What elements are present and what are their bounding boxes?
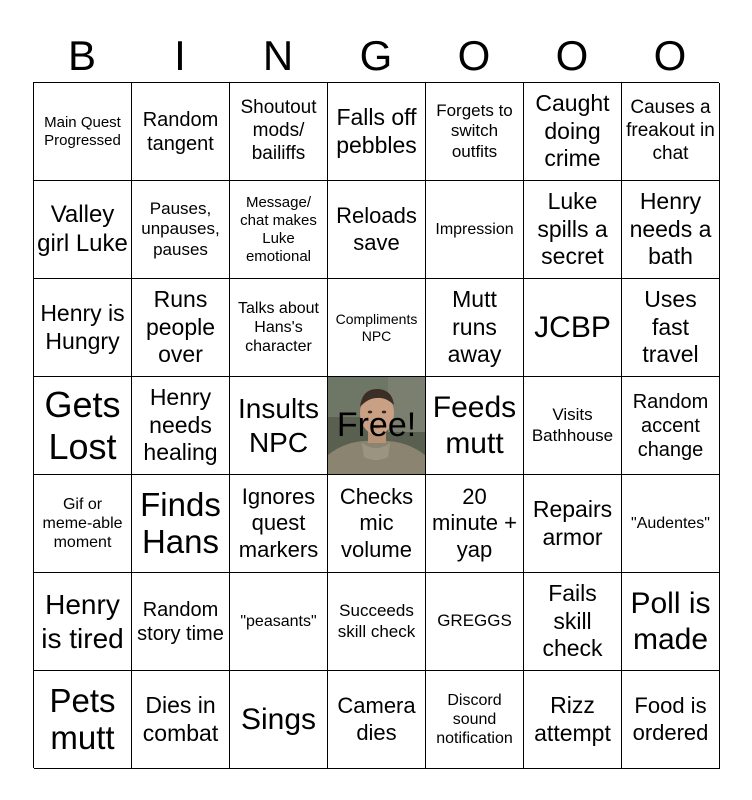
bingo-cell[interactable]: [426, 671, 524, 769]
bingo-cell[interactable]: [622, 377, 720, 475]
cell-text: Random tangent: [142, 108, 219, 155]
cell-text: Henry is Hungry: [40, 299, 125, 354]
bingo-cell[interactable]: [328, 475, 426, 573]
cell-text: Henry needs a bath: [629, 188, 712, 270]
bingo-cell[interactable]: [622, 279, 720, 377]
cell-text: "peasants": [240, 612, 317, 630]
cell-text: Causes a freakout in chat: [626, 97, 715, 164]
cell-text: Discord sound notification: [436, 691, 513, 748]
free-space-label: Free!: [336, 406, 417, 445]
cell-text: Impression: [435, 220, 514, 238]
bingo-cell[interactable]: [426, 181, 524, 279]
cell-text: Mutt runs away: [447, 286, 502, 368]
bingo-cell[interactable]: [622, 181, 720, 279]
cell-text: Forgets to switch outfits: [436, 100, 513, 161]
bingo-cell[interactable]: [34, 181, 132, 279]
header-letter: O: [653, 32, 687, 79]
bingo-cell[interactable]: [34, 475, 132, 573]
cell-text: Talks about Hans's character: [238, 299, 319, 356]
cell-text: Main Quest Progressed: [44, 113, 121, 149]
bingo-cell[interactable]: [132, 83, 230, 181]
bingo-cell[interactable]: [328, 279, 426, 377]
cell-text: Gets Lost: [44, 384, 121, 467]
cell-text: Uses fast travel: [642, 286, 699, 368]
header-letter: O: [555, 32, 589, 79]
header-letter: B: [67, 32, 96, 79]
cell-text: Caught doing crime: [535, 90, 610, 172]
header-letter: G: [359, 32, 393, 79]
cell-text: Random story time: [137, 598, 224, 645]
bingo-cell[interactable]: [34, 279, 132, 377]
bingo-cell[interactable]: [132, 475, 230, 573]
cell-text: Finds Hans: [140, 486, 221, 560]
cell-text: Ignores quest markers: [238, 483, 319, 562]
cell-text: Sings: [240, 702, 317, 736]
header-letter: I: [174, 32, 186, 79]
bingo-cell[interactable]: [230, 83, 328, 181]
bingo-cell[interactable]: [132, 573, 230, 671]
bingo-cell[interactable]: [524, 475, 622, 573]
cell-text: Luke spills a secret: [537, 188, 608, 270]
bingo-cell[interactable]: [230, 181, 328, 279]
cell-text: Falls off pebbles: [336, 103, 417, 158]
bingo-cell[interactable]: [426, 573, 524, 671]
cell-text: Valley girl Luke: [37, 200, 128, 257]
cell-text: Shoutout mods/ bailiffs: [240, 97, 317, 164]
bingo-cell[interactable]: [34, 573, 132, 671]
bingo-cell[interactable]: [328, 181, 426, 279]
free-space-cell[interactable]: [328, 377, 426, 475]
cell-text: GREGGS: [437, 611, 512, 631]
bingo-cell[interactable]: [426, 83, 524, 181]
cell-text: Checks mic volume: [339, 483, 414, 562]
cell-text: Dies in combat: [142, 691, 219, 746]
cell-text: Feeds mutt: [432, 390, 517, 460]
header-letter: O: [457, 32, 491, 79]
cell-text: Runs people over: [145, 286, 216, 368]
cell-text: Succeeds skill check: [337, 601, 416, 641]
cell-text: Henry is tired: [41, 588, 124, 654]
bingo-cell[interactable]: [622, 573, 720, 671]
bingo-cell[interactable]: [426, 475, 524, 573]
cell-text: Insults NPC: [238, 392, 319, 458]
cell-text: Camera dies: [337, 693, 416, 745]
bingo-cell[interactable]: [622, 83, 720, 181]
bingo-cell[interactable]: [524, 573, 622, 671]
cell-text: Random accent change: [632, 390, 709, 461]
bingo-cell[interactable]: [426, 377, 524, 475]
bingo-cell[interactable]: [524, 377, 622, 475]
bingo-cell[interactable]: [524, 279, 622, 377]
bingo-cell[interactable]: [132, 279, 230, 377]
bingo-cell[interactable]: [230, 377, 328, 475]
cell-text: Poll is made: [630, 586, 711, 656]
bingo-cell[interactable]: [524, 83, 622, 181]
bingo-cell[interactable]: [230, 671, 328, 769]
bingo-cell[interactable]: [622, 475, 720, 573]
bingo-cell[interactable]: [230, 279, 328, 377]
bingo-cell[interactable]: [328, 83, 426, 181]
bingo-cell[interactable]: [524, 181, 622, 279]
bingo-cell[interactable]: [132, 181, 230, 279]
cell-text: Rizz attempt: [534, 691, 611, 746]
cell-text: Repairs armor: [532, 495, 613, 550]
cell-text: Fails skill check: [542, 580, 603, 662]
header-letter: N: [262, 32, 294, 79]
cell-text: Visits Bathhouse: [531, 405, 614, 445]
bingo-cell[interactable]: [622, 671, 720, 769]
cell-text: Reloads save: [336, 203, 417, 255]
bingo-cell[interactable]: [132, 377, 230, 475]
cell-text: Pets mutt: [49, 682, 116, 756]
cell-text: Food is ordered: [632, 693, 709, 745]
bingo-cell[interactable]: [328, 573, 426, 671]
cell-text: Compliments NPC: [335, 310, 418, 344]
cell-text: Gif or meme-able moment: [42, 495, 123, 552]
bingo-cell[interactable]: [328, 671, 426, 769]
bingo-cell[interactable]: [34, 671, 132, 769]
bingo-cell[interactable]: [230, 475, 328, 573]
cell-text: JCBP: [534, 310, 611, 344]
cell-text: Message/ chat makes Luke emotional: [240, 193, 317, 265]
cell-text: Henry needs healing: [143, 384, 218, 466]
bingo-cell[interactable]: [34, 83, 132, 181]
bingo-cell[interactable]: [524, 671, 622, 769]
cell-text: "Audentes": [631, 514, 710, 532]
bingo-board: [33, 82, 719, 768]
bingo-cell[interactable]: [426, 279, 524, 377]
cell-text: Pauses, unpauses, pauses: [141, 198, 220, 259]
bingo-cell[interactable]: [34, 377, 132, 475]
bingo-cell[interactable]: [132, 671, 230, 769]
bingo-cell[interactable]: [230, 573, 328, 671]
bingo-header: [33, 30, 719, 82]
cell-text: 20 minute + yap: [432, 483, 517, 562]
